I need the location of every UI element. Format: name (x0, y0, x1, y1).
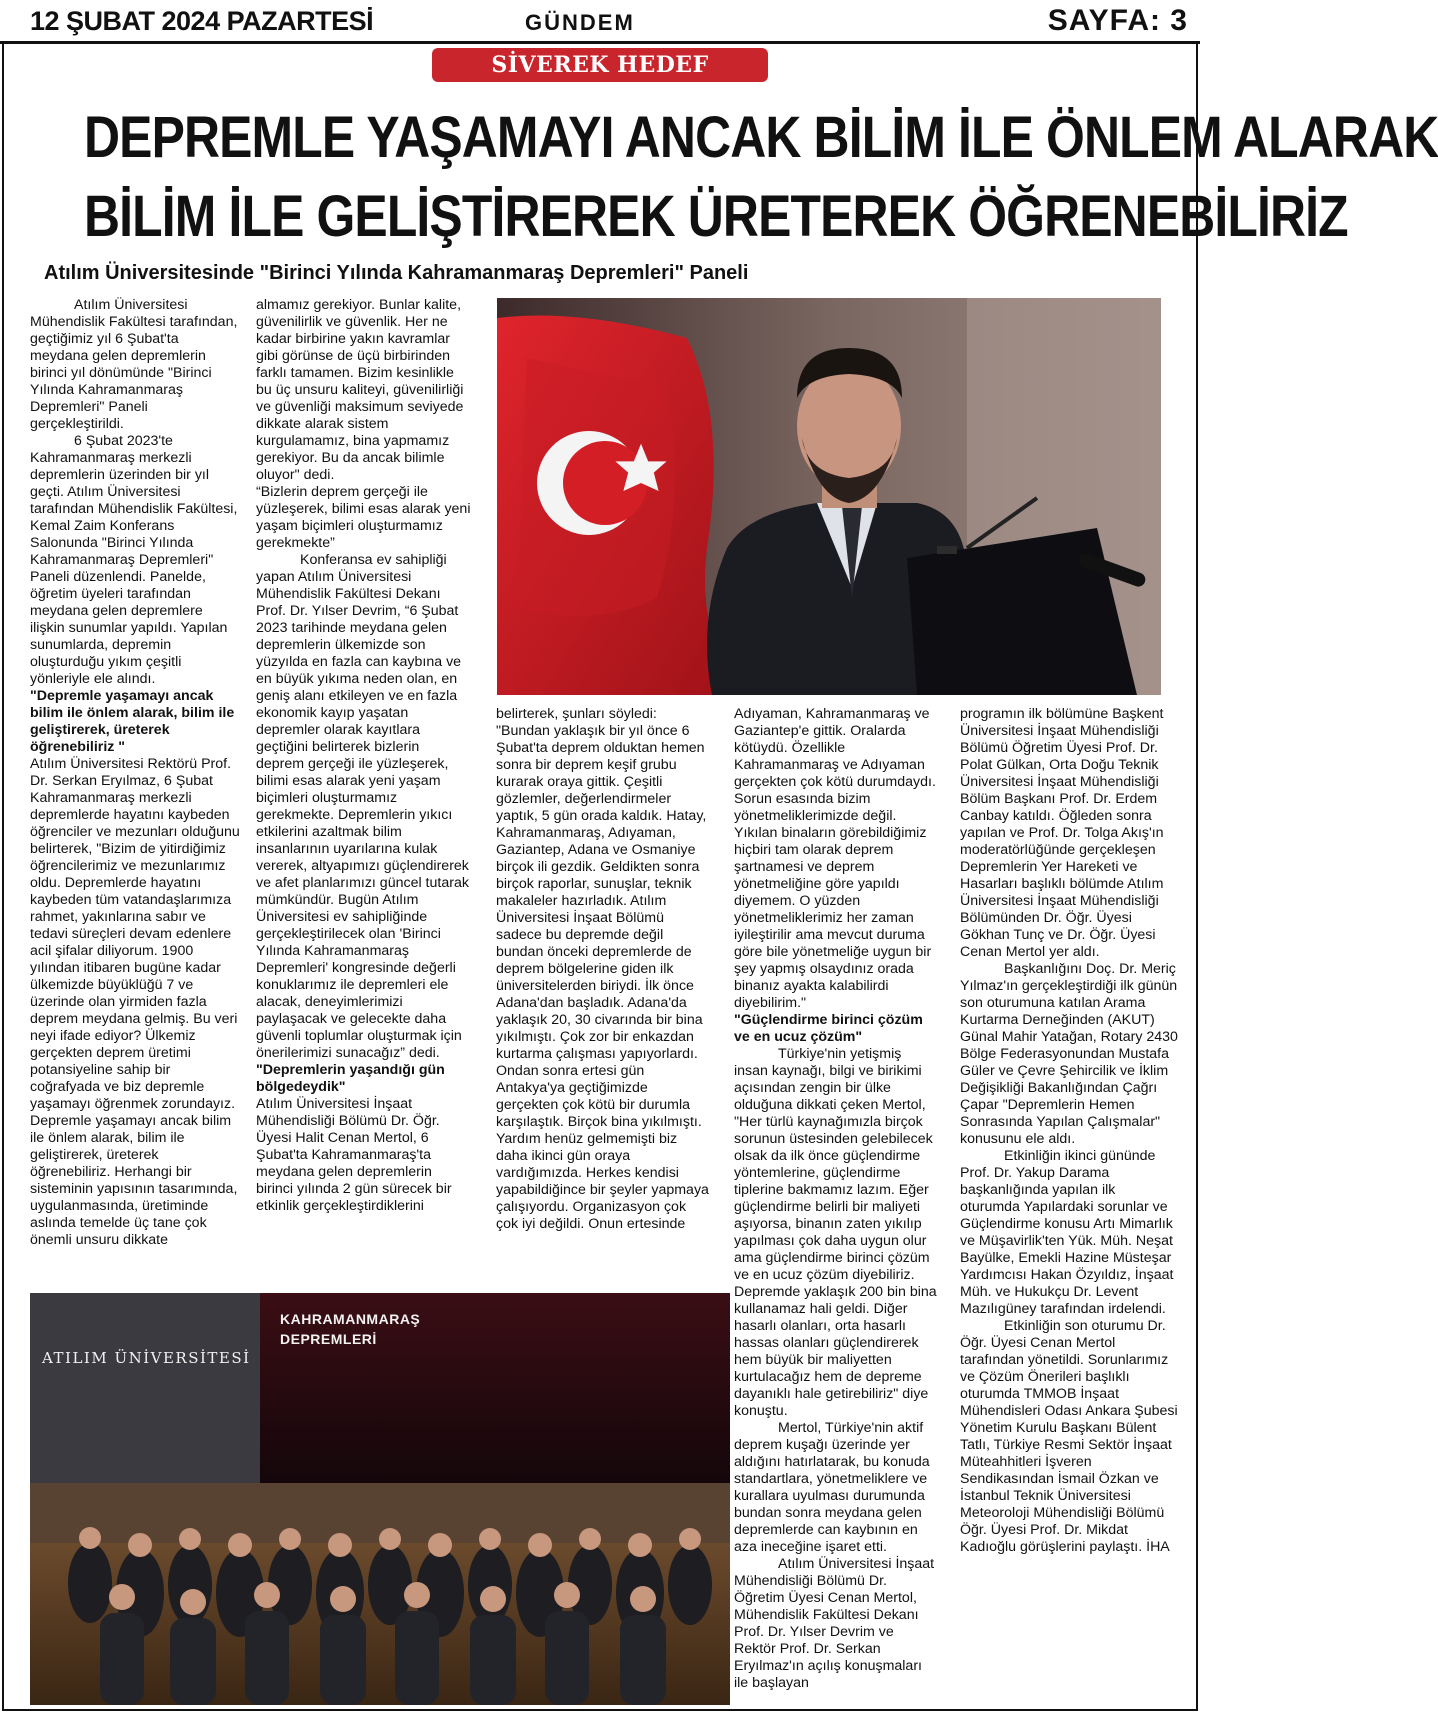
article-paragraph: Atılım Üniversitesi İnşaat Mühendisliği Bölümü Dr. Öğretim Üyesi Cenan Mertol, Mühendislik Fakültesi Dekanı Prof. Dr. Yılser Devrim ve Rektör Prof. Dr. Serkan Eryılmaz'ın açılış konuşmaları ile başlayan (734, 1556, 935, 1691)
article-paragraph: Atılım Üniversitesi İnşaat Mühendisliği Bölümü Dr. Öğr. Üyesi Halit Cenan Mertol, 6 Şubat'ta Kahramanmaraş'ta meydana gelen depremlerin birinci yılında 2 gün sürecek bir etkinlik gerçekleştirdiklerini (256, 1096, 452, 1214)
article-paragraph: Türkiye'nin yetişmiş insan kaynağı, bilgi ve birikimi açısından zengin bir ülke olduğuna dikkati çeken Mertol, "Her türlü kaynağımızla birçok sorunun üstesinden gelebilecek olsak da ilk önce güçlendirme yöntemlerine, güçlendirme tiplerine bakmamız lazım. Eğer güçlendirme belirli bir maliyeti aşıyorsa, binanın zaten yıkılıp yapılması çok daha uygun olur ama güçlendirme birinci çözüm ve en ucuz çözüm diyebiliriz. Depremde yaklaşık 200 bin bina kullanamaz hali geldi. Diğer hasarlı olanları, orta hasarlı hassas olanları güçlendirerek hem büyük bir maliyetten kurtulacağız hem de depreme dayanıklı hale getirebiliriz" diye konuştu. (734, 1046, 937, 1419)
article-paragraph: Mertol, Türkiye'nin aktif deprem kuşağı üzerinde yer aldığını hatırlatarak, bu konuda standartlara, yönetmeliklere ve kurallara uyulması durumunda bundan sonra meydana gelen depremlerde can kaybının en aza ineceğine işaret etti. (734, 1420, 930, 1555)
article-paragraph: programın ilk bölümüne Başkent Üniversitesi İnşaat Mühendisliği Bölümü Öğretim Üyesi Prof. Dr. Polat Gülkan, Orta Doğu Teknik Üniversitesi İnşaat Mühendisliği Bölüm Başkanı Prof. Dr. Erdem Canbay katıldı. Öğleden sonra yapılan ve Prof. Dr. Tolga Akış'ın moderatörlüğünde gerçekleşen Depremlerin Yer Hareketi ve Hasarları başlıklı bölümde Atılım Üniversitesi İnşaat Mühendisliği Bölümünden Dr. Öğr. Üyesi Gökhan Tunç ve Dr. Öğr. Üyesi Cenan Mertol yer aldı. (960, 706, 1164, 960)
article-paragraph: “Bizlerin deprem gerçeği ile yüzleşerek, bilimi esas alarak yeni yaşam biçimleri oluşturmamız gerekmekte” (256, 484, 471, 551)
article-paragraph: Etkinliğin ikinci gününde Prof. Dr. Yakup Darama başkanlığında yapılan ilk oturumda Yapılardaki sorunlar ve Güçlendirme konusu Artı Mimarlık ve Müşavirlik'ten Yük. Müh. Neşat Bayülke, Emekli Hazine Müsteşar Yardımcısı Hakan Özyıldız, İnşaat Müh. ve Hukukçu Dr. Levent Mazılıgüney tarafından irdelendi. (960, 1148, 1174, 1317)
page-number: SAYFA: 3 (1047, 4, 1188, 37)
screen-title-line-1: KAHRAMANMARAŞ (280, 1311, 421, 1327)
article-paragraph: Başkanlığını Doç. Dr. Meriç Yılmaz'ın gerçekleştirdiği ilk günün son oturumuna katılan Arama Kurtarma Derneğinden (AKUT) Günal Mahir Yatağan, Rotary 2430 Bölge Federasyonundan Mustafa Güler ve Çevre Şehircilik ve İklim Değişikliği Bakanlığından Çağrı Çapar "Depremlerin Hemen Sonrasında Yapılan Çalışmalar" konusunu ele aldı. (960, 961, 1178, 1147)
article-paragraph: "Depremle yaşamayı ancak bilim ile önlem alarak, bilim ile geliştirerek, üreterek öğrenebiliriz " (30, 688, 235, 755)
article-paragraph: Adıyaman, Kahramanmaraş ve Gaziantep'e gittik. Oralarda kötüydü. Özellikle Kahramanmaraş ve Adıyaman gerçekten çok kötü durumdaydı. Sorun esasında bizim yönetmeliklerimizde değil. Yıkılan binaların görebildiğimiz hiçbiri tam olarak deprem şartnamesi ve deprem yönetmeliğine göre yapıldı diyemem. O yüzden yönetmeliklerimiz her zaman iyileştirilir ama mevcut duruma göre bile yönetmeliğe uygun bir şey yapmış olsaydınız orada binanız ayakta kalabilirdi diyebilirim." (734, 706, 936, 1011)
article-subheadline: Atılım Üniversitesinde "Birinci Yılında Kahramanmaraş Depremleri" Paneli (44, 262, 749, 284)
article-paragraph: "Depremlerin yaşandığı gün bölgedeydik" (256, 1062, 445, 1095)
speaker-photo-drawing (497, 298, 1161, 695)
headline-line-2: BİLİM İLE GELİŞTİREREK ÜRETEREK ÖĞRENEBİLİRİZ (84, 184, 1348, 249)
article-paragraph: Atılım Üniversitesi Mühendislik Fakültesi tarafından, geçtiğimiz yıl 6 Şubat'ta meydana gelen depremlerin birinci yıl dönümünde "Birinci Yılında Kahramanmaraş Depremleri" Paneli gerçekleştirildi. (30, 297, 238, 432)
section-name: GÜNDEM (525, 10, 635, 35)
speaker-photo (497, 298, 1161, 695)
article-column-3 (496, 706, 711, 1278)
article-column-5 (960, 706, 1178, 1706)
group-photo (30, 1293, 730, 1705)
article-paragraph: Atılım Üniversitesi Rektörü Prof. Dr. Serkan Eryılmaz, 6 Şubat Kahramanmaraş merkezli depremlerde hayatını kaybeden öğrenciler ve mezunları olduğunu belirterek, "Bizim de yitirdiğimiz öğrencilerimiz ve mezunlarımız oldu. Depremlerde hayatını kaybeden tüm vatandaşlarımıza rahmet, yakınlarına sabır ve tedavi süreçleri devam edenlere acil şifalar diliyorum. 1900 yılından itibaren bugüne kadar ülkemizde büyüklüğü 7 ve üzerinde olan yirmiden fazla deprem meydana gelmiş. Bu veri neyi ifade ediyor? Ülkemiz gerçekten deprem üretimi potansiyeline sahip bir coğrafyada ve biz depremle yaşamayı öğrenmek zorundayız. Depremle yaşamayı ancak bilim ile önlem alarak, bilim ile geliştirerek, üreterek öğrenebiliriz. Herhangi bir sisteminin yapısının tasarımında, uygulanmasında, üretiminde aslında temelde üç tane çok önemli unsuru dikkate (30, 756, 240, 1248)
hall-logo-text: ATILIM ÜNİVERSİTESİ (42, 1349, 251, 1367)
article-paragraph: 6 Şubat 2023'te Kahramanmaraş merkezli depremlerin üzerinden bir yıl geçti. Atılım Üniversitesi tarafından Mühendislik Fakültesi, Kemal Zaim Konferans Salonunda "Birinci Yılında Kahramanmaraş Depremleri" Paneli düzenlendi. Panelde, öğretim üyeleri tarafından meydana gelen depremlere ilişkin sunumlar yapıldı. Yapılan sunumlarda, depremin oluşturduğu yıkım çeşitli yönleriyle ele alındı. (30, 433, 238, 687)
article-paragraph: "Güçlendirme birinci çözüm ve en ucuz çözüm" (734, 1012, 923, 1045)
article-paragraph: Etkinliğin son oturumu Dr. Öğr. Üyesi Cenan Mertol tarafından yönetildi. Sorunlarımız ve Çözüm Önerileri başlıklı oturumda TMMOB İnşaat Mühendisleri Odası Ankara Şubesi Yönetim Kurulu Başkanı Bülent Tatlı, Türkiye Resmi Sektör İnşaat Müteahhitleri İşveren Sendikasından İsmail Özkan ve İstanbul Teknik Üniversitesi Meteoroloji Mühendisliği Bölümü Öğr. Üyesi Prof. Dr. Mikdat Kadıoğlu görüşlerini paylaştı. İHA (960, 1318, 1178, 1555)
headline-line-1: DEPREMLE YAŞAMAYI ANCAK BİLİM İLE ÖNLEM ALARAK (84, 105, 1438, 170)
article-paragraph: belirterek, şunları söyledi: "Bundan yaklaşık bir yıl önce 6 Şubat'ta deprem olduktan hemen sonra bir deprem keşif grubu kurarak oraya gittik. Çeşitli gözlemler, değerlendirmeler yaptık, 5 gün orada kaldık. Hatay, Kahramanmaraş, Adıyaman, Gaziantep, Adana ve Osmaniye birçok ili gezdik. Geldikten sonra birçok raporlar, sunuşlar, teknik makaleler hazırladık. Atılım Üniversitesi İnşaat Bölümü sadece bu depremde değil bundan önceki depremlerde de deprem bölgelerine giden ilk üniversitelerden biriydi. İlk önce Adana'dan başladık. Adana'da yaklaşık 20, 30 civarında bir bina yıkılmıştı. Çok zor bir enkazdan kurtarma çalışması yapıyorlardı. Ondan sonra ertesi gün Antakya'ya geçtiğimizde gerçekten çok kötü bir durumla karşılaştık. Birçok bina yıkılmıştı. Yardım henüz gelmemişti biz daha ikinci gün oraya vardığımızda. Herkes kendisi yapabildiğince bir şeyler yapmaya çalışıyordu. Organizasyon çok çok iyi değildi. Onun ertesinde (496, 706, 709, 1232)
newspaper-masthead: SİVEREK HEDEF GAZETESİ (432, 48, 768, 82)
article-column-2 (256, 297, 471, 1277)
top-bar (0, 0, 1200, 44)
article-column-1 (30, 297, 240, 1277)
article-column-4 (734, 706, 939, 1706)
article-paragraph: Konferansa ev sahipliği yapan Atılım Üniversitesi Mühendislik Fakültesi Dekanı Prof. Dr. Yılser Devrim, “6 Şubat 2023 tarihinde meydana gelen depremlerin ülkemizde son yüzyılda en fazla can kaybına ve en büyük yıkıma neden olan, en geniş alanı etkileyen ve en fazla ekonomik kayıp yaşatan depremler olarak kayıtlara geçtiğini belirterek bizlerin deprem gerçeği ile yüzleşerek, bilimi esas alarak yeni yaşam biçimleri oluşturmamız gerekmekte. Depremlerin yıkıcı etkilerini azaltmak bilim insanlarının uyarılarına kulak vererek, altyapımızı güçlendirerek ve afet planlarımızı güncel tutarak mümkündür. Bugün Atılım Üniversitesi ev sahipliğinde gerçekleştirilecek olan 'Birinci Yılında Kahramanmaraş Depremleri' kongresinde değerli konuklarımız ile depremleri ele alacak, deneyimlerimizi paylaşacak ve gelecekte daha güvenli toplumlar oluşturmak için önerilerimizi sunacağız” dedi. (256, 552, 469, 1061)
screen-title-line-2: DEPREMLERİ (280, 1331, 377, 1347)
issue-date: 12 ŞUBAT 2024 PAZARTESİ (30, 6, 374, 36)
article-paragraph: almamız gerekiyor. Bunlar kalite, güvenilirlik ve güvenlik. Her ne kadar birbirine yakın kavramlar gibi görünse de üçü birbirinden farklı tamamen. Bizim kesinlikle bu üç unsuru kaliteyi, güvenilirliği ve güvenliği maksimum seviyede dikkate alarak sistem kurgulamamız, bina yapmamız gerekiyor. Bu da ancak bilimle oluyor" dedi. (256, 297, 464, 483)
